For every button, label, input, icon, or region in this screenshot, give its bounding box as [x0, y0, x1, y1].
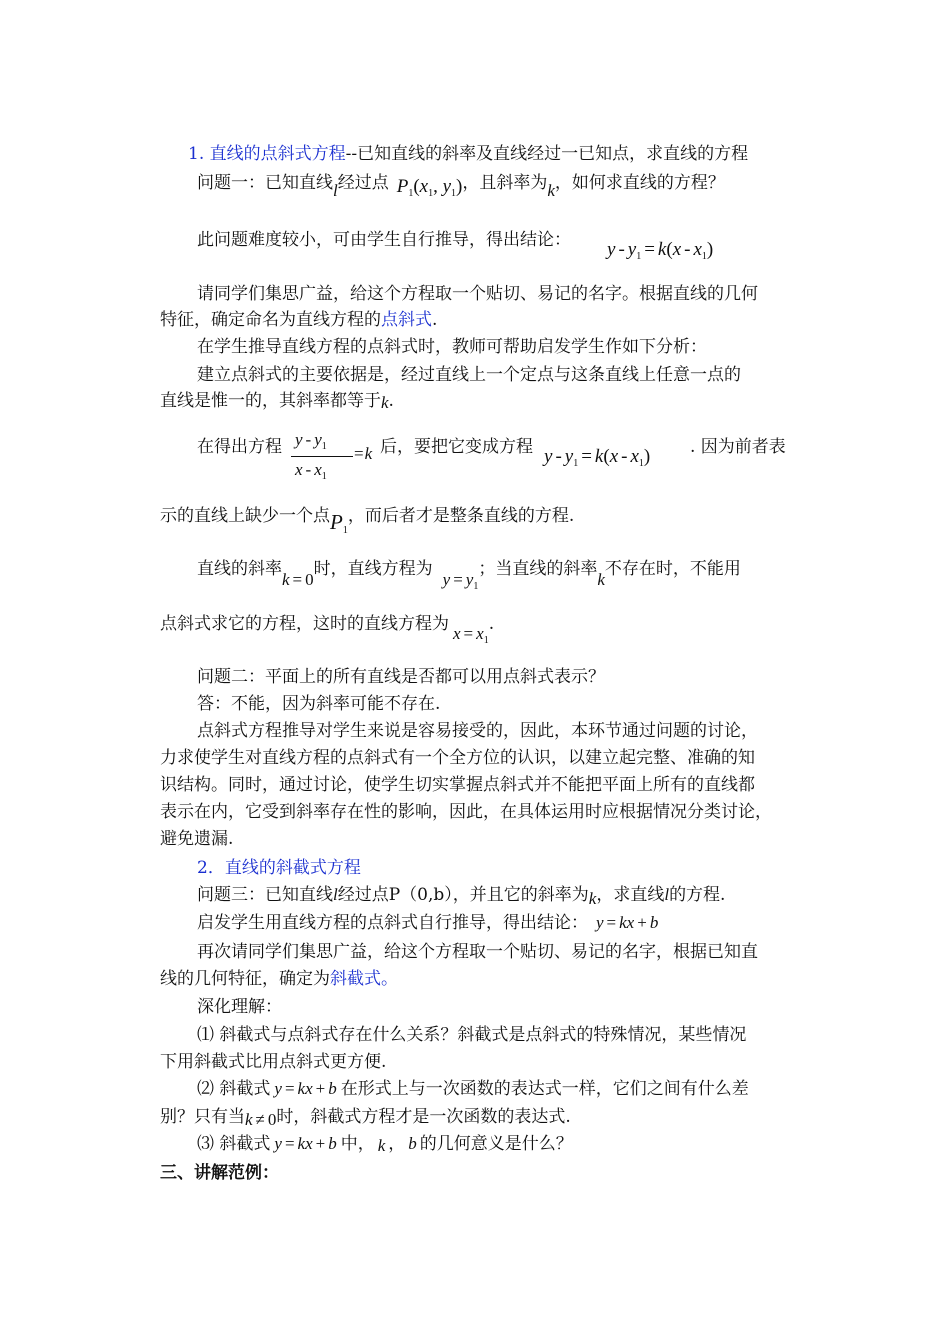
paragraph-9-text: 线的几何特征，确定为 [160, 969, 330, 989]
formula-point-slope: $y - y_1 = k(x - x_1)$ [607, 239, 714, 262]
formula-slope-fraction [291, 430, 371, 486]
item-3-text-d: 的几何意义是什么？ [419, 1134, 573, 1154]
question-3-text-a: 问题三：已知直线 [197, 885, 333, 905]
question-1-text-b: 经过点 [337, 173, 389, 193]
paragraph-7-line-3: 识结构。同时，通过讨论，使学生切实掌握点斜式并不能把平面上所有的直线都 [160, 775, 755, 795]
paragraph-4-text: 直线是惟一的，其斜率都等于 [160, 391, 381, 411]
paragraph-7-line-1: 点斜式方程推导对学生来说是容易接受的，因此，本环节通过问题的讨论， [197, 721, 758, 741]
item-1-line-1: ⑴ 斜截式与点斜式存在什么关系？斜截式是点斜式的特殊情况，某些情况 [197, 1025, 747, 1045]
paragraph-2-period: . [432, 310, 438, 330]
question-1-text-c: ，且斜率为 [462, 173, 548, 193]
paragraph-1: 此问题难度较小，可由学生自行推导，得出结论： [197, 230, 571, 250]
paragraph-6-line-2 [160, 613, 495, 646]
term-point-slope: 点斜式 [381, 310, 432, 330]
paragraph-6-text-b: 时，直线方程为 [313, 559, 433, 579]
fraction-equals-k: =k [354, 444, 373, 463]
formula-slope-intercept: y = kx + b [274, 1134, 337, 1153]
paragraph-5-text-b: 后，要把它变成方程 [380, 437, 533, 457]
paragraph-7-line-2: 力求使学生对直线方程的点斜式有一个全方位的认识，以建立起完整、准确的知 [160, 748, 755, 768]
item-2-line-1 [197, 1078, 749, 1100]
paragraph-5-line-1 [197, 436, 282, 458]
paragraph-5-text-c: . 因为前者表 [690, 437, 786, 457]
item-2-text-c: 别？只有当 [160, 1107, 245, 1127]
paragraph-2-line-1: 请同学们集思广益，给这个方程取一个贴切、易记的名字。根据直线的几何 [197, 284, 758, 304]
math-k: k [381, 393, 389, 412]
formula-slope-intercept: y = kx + b [596, 913, 659, 932]
math-k: k [547, 181, 555, 200]
paragraph-5-text-e: ，而后者才是整条直线的方程. [347, 506, 575, 526]
paragraph-4-line-1: 建立点斜式的主要依据是，经过直线上一个定点与这条直线上任意一点的 [197, 365, 741, 385]
item-2-text-d: 时，斜截式方程才是一次函数的表达式. [276, 1107, 571, 1127]
paragraph-8 [197, 912, 658, 934]
paragraph-6-line-1 [197, 558, 741, 592]
paragraph-7-line-4: 表示在内，它受到斜率存在性的影响，因此，在具体运用时应根据情况分类讨论， [160, 802, 772, 822]
item-2-line-2 [160, 1106, 571, 1128]
math-k-equals-0: k = 0 [282, 570, 314, 589]
paragraph-2-line-2 [160, 309, 437, 331]
item-3 [197, 1133, 573, 1155]
section-1-heading [188, 143, 748, 165]
paragraph-9-line-2 [160, 968, 398, 990]
paragraph-6-text-c: ；当直线的斜率 [478, 559, 598, 579]
section-2-heading: 2．直线的斜截式方程 [197, 858, 361, 878]
fraction-denominator: x - $x_1$ [295, 460, 327, 482]
question-2: 问题二：平面上的所有直线是否都可以用点斜式表示？ [197, 667, 605, 687]
math-point-p1: $P_1$ [330, 510, 348, 536]
question-3-text-b: 经过点P（0,b），并且它的斜率为 [337, 885, 589, 905]
math-k: k [377, 1136, 386, 1155]
math-k: k [588, 889, 597, 908]
paragraph-6-period: . [488, 614, 495, 634]
item-3-text-b: 中， [340, 1134, 375, 1154]
item-2-text-b: 在形式上与一次函数的表达式一样，它们之间有什么差 [340, 1079, 749, 1099]
paragraph-3: 在学生推导直线方程的点斜式时，教师可帮助启发学生作如下分析： [197, 337, 707, 357]
formula-point-slope-inline: $y - y_1 = k(x - x_1)$ [544, 446, 651, 469]
math-l: l [333, 885, 338, 904]
math-k: k [597, 570, 605, 589]
formula-slope-intercept: y = kx + b [274, 1079, 337, 1098]
paragraph-2-text: 特征，确定命名为直线方程的 [160, 310, 381, 330]
item-1-line-2: 下用斜截式比用点斜式更方便. [160, 1052, 387, 1072]
paragraph-9-line-1: 再次请同学们集思广益，给这个方程取一个贴切、易记的名字，根据已知直 [197, 942, 758, 962]
math-l: l [664, 885, 670, 904]
question-1-text-d: ，如何求直线的方程？ [554, 173, 725, 193]
paragraph-6-text-a: 直线的斜率 [197, 559, 282, 579]
math-b: b [408, 1134, 417, 1153]
math-x-equals-x1: $x = x_1$ [453, 624, 489, 646]
answer-2: 答：不能，因为斜率可能不存在. [197, 694, 441, 714]
paragraph-6-text-e: 点斜式求它的方程，这时的直线方程为 [160, 614, 449, 634]
question-3 [197, 884, 725, 906]
question-1-text-a: 问题一：已知直线 [197, 173, 333, 193]
question-1 [197, 172, 725, 201]
paragraph-5-text-a: 在得出方程 [197, 437, 282, 457]
paragraph-7-line-5: 避免遗漏. [160, 829, 234, 849]
math-point-p1: $P_1(x_1$, $y_1$) [396, 176, 463, 199]
paragraph-8-text: 启发学生用直线方程的点斜式自行推导，得出结论： [197, 913, 588, 933]
term-slope-intercept: 斜截式。 [330, 969, 398, 989]
section-1-title: 1. 直线的点斜式方程 [188, 144, 346, 164]
paragraph-5-text-d: 示的直线上缺少一个点 [160, 506, 330, 526]
fraction-bar [291, 456, 353, 457]
math-k-not-0: k ≠ 0 [245, 1110, 277, 1129]
math-y-equals-y1: $y = y_1$ [442, 570, 479, 592]
question-3-text-c: ，求直线 [596, 885, 665, 905]
paragraph-4-period: . [388, 391, 394, 411]
item-3-text-a: ⑶ 斜截式 [197, 1134, 271, 1154]
section-1-title-tail: --已知直线的斜率及直线经过一已知点，求直线的方程 [345, 144, 749, 164]
paragraph-4-line-2 [160, 390, 394, 412]
math-l: l [333, 181, 338, 200]
paragraph-5-line-2 [160, 503, 574, 534]
deepen-heading: 深化理解： [197, 997, 282, 1017]
paragraph-6-text-d: 不存在时，不能用 [604, 559, 741, 579]
item-3-text-c: ， [388, 1134, 406, 1154]
section-3-heading: 三、讲解范例： [160, 1163, 279, 1183]
item-2-text-a: ⑵ 斜截式 [197, 1079, 271, 1099]
fraction-numerator: y - $y_1$ [295, 430, 327, 452]
question-3-text-d: 的方程. [669, 885, 726, 905]
